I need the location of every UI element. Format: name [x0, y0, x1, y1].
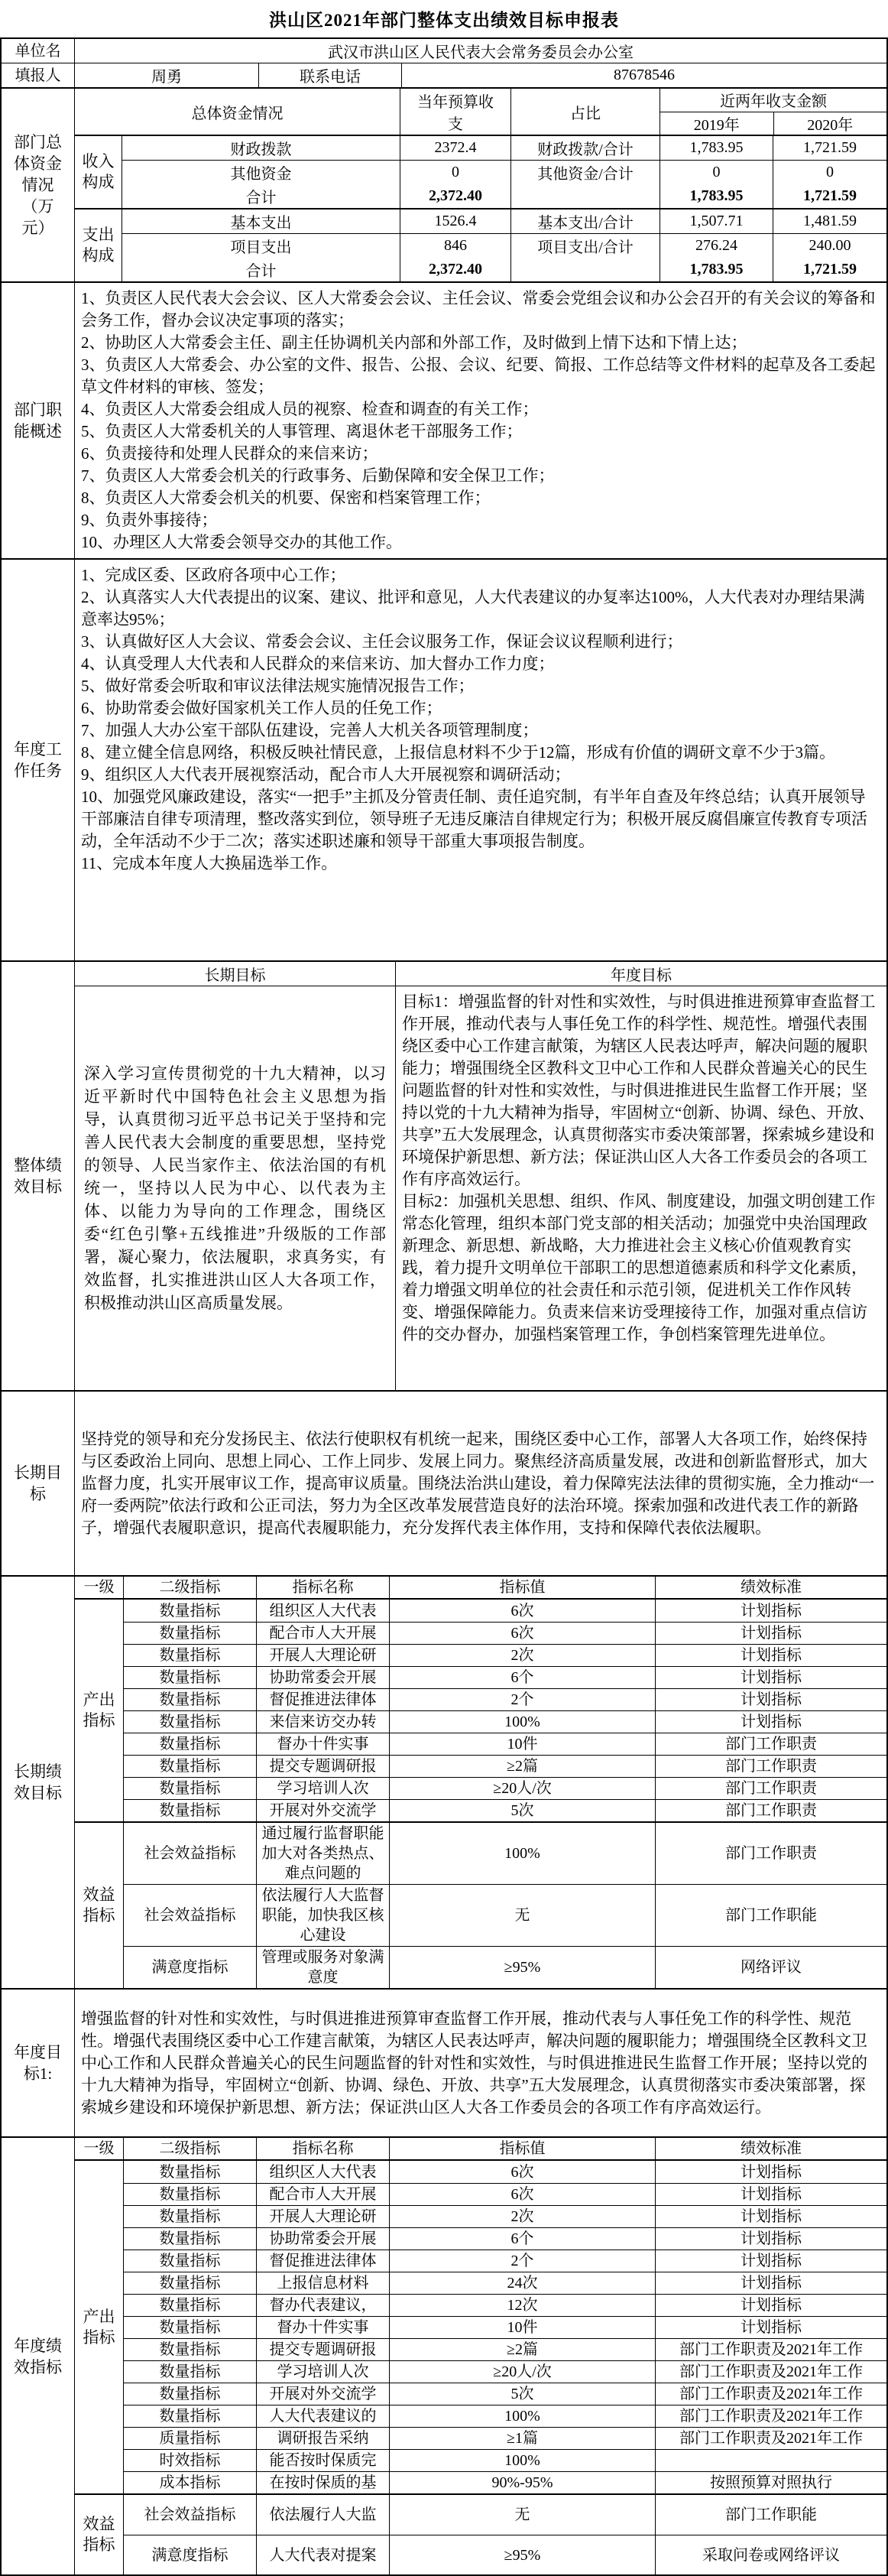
indicator-level2-cell: 数量指标: [124, 2339, 257, 2360]
funds-header-row: [75, 89, 886, 136]
standard-header: 绩效标准: [741, 2140, 802, 2157]
goals-header-row: [75, 962, 886, 986]
indicator-row: [124, 1688, 886, 1710]
income-total-row: [122, 184, 886, 208]
indicator-level2-cell: 数量指标: [124, 1623, 257, 1644]
indicator-standard-cell: 部门工作职能: [725, 2506, 817, 2523]
indicator-name-cell: 来信来访交办转: [257, 1711, 390, 1733]
annual-goal-paragraph: 目标1：增强监督的针对性和实效性，与时俱进推进预算审查监督工作开展，推动代表与人事任免工作的科学性、规范性。增强代表围绕区委中心工作建言献策，为辖区人民表达呼声，解决问题的履职能力；增强围绕全区教科文卫中心工作和人民群众普遍关心的民生问题监督的针对性和实效性，与时俱进推进民生监督工作开展；坚持以党的十九大精神为指导，牢固树立“创新、协调、绿色、开放、共享”五大发展理念，认真贯彻落实市委决策部署，探索城乡建设和环境保护新思想、新方法；保证洪山区人大各工作委员会的各项工作有序高效运行。: [402, 992, 876, 1188]
indicator-row: [124, 2227, 886, 2250]
indicator-row: [124, 1946, 886, 1988]
indicator-name-cell: 督促推进法律体: [257, 1689, 390, 1710]
indicator-value-cell: 2个: [390, 1689, 656, 1710]
indicator-name-cell: 协助常委会开展: [257, 2228, 390, 2250]
indicator-standard-cell: 部门工作职能: [725, 1907, 817, 1924]
recent-years-title: 近两年收支金额: [660, 89, 886, 112]
fund-row: [122, 233, 886, 258]
value-header: 指标值: [390, 2138, 656, 2159]
indicator-level2-cell: 数量指标: [124, 2228, 257, 2250]
reporter-label: 填报人: [2, 63, 75, 87]
indicator-row: [124, 1755, 886, 1777]
indicator-name-cell: 调研报告采纳: [257, 2428, 390, 2449]
fund-ratio-cell: 财政拨款/合计: [511, 136, 660, 160]
indicator-value-cell: ≥2篇: [390, 2339, 656, 2360]
indicator-row: [124, 2427, 886, 2449]
expense-group-label: 支出构成: [75, 210, 122, 281]
indicator-value-cell: 6个: [390, 1667, 656, 1688]
indicator-row: [124, 2449, 886, 2471]
long-term-goal-section-label: 长期目标: [2, 1392, 75, 1575]
indicator-standard-cell: 按照预算对照执行: [710, 2474, 832, 2491]
indicator-row: [124, 2250, 886, 2272]
indicator-value-cell: 6个: [390, 2228, 656, 2250]
funds-section-label: 部门总体资金情况（万元）: [2, 89, 75, 281]
fund-budget-cell: 2,372.40: [400, 258, 511, 281]
indicator-level2-cell: 时效指标: [124, 2450, 257, 2471]
task-item: 8、建立健全信息网络，积极反映社情民意，上报信息材料不少于12篇，形成有价值的调研文章不少于3篇。: [81, 743, 835, 762]
fund-2020-cell: 1,481.59: [803, 213, 857, 229]
indicator-name-cell: 学习培训人次: [257, 1778, 390, 1799]
task-item: 7、加强人大办公室干部队伍建设，完善人大机关各项管理制度；: [81, 721, 539, 739]
phone-value: 87678546: [614, 67, 675, 83]
fund-2020-cell: 1,721.59: [803, 139, 857, 156]
indicator-level2-cell: 数量指标: [124, 1778, 257, 1799]
benefit-indicators-group: [75, 2493, 886, 2574]
indicator-level2-cell: 社会效益指标: [124, 1823, 257, 1884]
task-item: 4、认真受理人大代表和人民群众的来信来访、加大督办工作力度；: [81, 655, 555, 673]
indicator-row: [124, 2183, 886, 2205]
annual-goal-paragraph: 目标2：加强机关思想、组织、作风、制度建设，加强文明创建工作常态化管理，组织本部门党支部的相关活动；加强党中央治国理政新理念、新思想、新战略，大力推进社会主义核心价值观教育实践，着力提升文明单位干部职工的思想道德素质和科学文化素质，着力增强文明单位的社会责任和示范引领，促进机关工作作风转变、增强保障能力。负责来信来访受理接待工作，加强对重点信访件的交办督办，加强档案管理工作，争创档案管理先进单位。: [402, 1192, 876, 1343]
annual-goal1-text: 增强监督的针对性和实效性，与时俱进推进预算审查监督工作开展，推动代表与人事任免工作的科学性、规范性。增强代表围绕区委中心工作建言献策，为辖区人民表达呼声，解决问题的履职能力；增强围绕全区教科文卫中心工作和人民群众普遍关心的民生问题监督的针对性和实效性，与时俱进推进民生监督工作开展；坚持以党的十九大精神为指导，牢固树立“创新、协调、绿色、开放、共享”五大发展理念，认真贯彻落实市委决策部署，探索城乡建设和环境保护新思想、新方法；保证洪山区人大各工作委员会的各项工作有序高效运行。: [81, 2009, 867, 2116]
indicator-row: [124, 1799, 886, 1821]
fund-name-cell: 合计: [122, 184, 400, 208]
indicator-level2-cell: 数量指标: [124, 1711, 257, 1733]
name-header: 指标名称: [257, 2138, 390, 2159]
indicator-standard-cell: 部门工作职责及2021年工作: [679, 2363, 863, 2380]
indicator-name-cell: 督办代表建议，: [257, 2295, 390, 2316]
indicator-name-cell: 通过履行监督职能加大对各类热点、难点问题的: [257, 1823, 390, 1884]
fund-row: [122, 136, 886, 160]
indicator-level2-cell: 数量指标: [124, 2184, 257, 2205]
reporter-row: [2, 63, 886, 89]
indicator-row: [124, 1622, 886, 1644]
long-term-indicators-section: [2, 1577, 886, 1990]
indicator-name-cell: 督办十件实事: [257, 2317, 390, 2338]
indicator-value-cell: 6次: [390, 2184, 656, 2205]
indicator-standard-cell: 计划指标: [741, 2186, 802, 2203]
indicator-row: [124, 1600, 886, 1622]
name-header: 指标名称: [257, 1577, 390, 1598]
long-term-goal-body: 坚持党的领导和充分发扬民主、依法行使职权有机统一起来，围绕区委中心工作，部署人大各项工作，始终保持与区委政治上同向、思想上同心、工作上同步、发展上同力。聚焦经济高质量发展，改进和创新监督形式，加大监督力度，扎实开展审议工作，提高审议质量。围绕法治洪山建设，着力保障宪法法律的贯彻实施，全力推动“一府一委两院”依法行政和公正司法，努力为全区改革发展营造良好的法治环境。探索加强和改进代表工作的新路子，增强代表履职意识，提高代表履职能力，充分发挥代表主体作用，支持和保障代表依法履职。: [81, 1429, 875, 1537]
phone-label: 联系电话: [259, 63, 402, 87]
function-item: 3、负责区人大常委会、办公室的文件、报告、公报、会议、纪要、简报、工作总结等文件材料的起草及各工委起草文件材料的审核、签发；: [81, 356, 876, 396]
indicator-name-cell: 提交专题调研报: [257, 1756, 390, 1777]
indicator-row: [124, 2294, 886, 2316]
indicator-name-cell: 依法履行人大监: [257, 2495, 390, 2535]
fund-row: [122, 210, 886, 233]
task-item: 9、组织区人大代表开展视察活动，配合市人大开展视察和调研活动；: [81, 765, 571, 784]
indicator-standard-cell: 采取问卷或网络评议: [702, 2546, 840, 2564]
year-2019-header: 2019年: [660, 112, 774, 135]
indicator-row: [124, 2535, 886, 2574]
indicator-value-cell: 2次: [390, 2206, 656, 2227]
fund-budget-cell: 846: [400, 234, 511, 258]
annual-tasks-section: [2, 560, 886, 962]
indicator-row: [124, 2383, 886, 2405]
expense-group: [75, 208, 886, 281]
unit-value: 武汉市洪山区人民代表大会常务委员会办公室: [328, 44, 634, 61]
function-item: 4、负责区人大常委会组成人员的视察、检查和调查的有关工作；: [81, 400, 539, 418]
indicator-level2-cell: 数量指标: [124, 1800, 257, 1821]
indicator-value-cell: ≥20人/次: [390, 2361, 656, 2383]
annual-goal-header: 年度目标: [611, 967, 672, 984]
long-term-goal-header: 长期目标: [75, 962, 396, 986]
income-group: [75, 136, 886, 208]
indicator-level2-cell: 数量指标: [124, 2295, 257, 2316]
indicator-value-cell: 2个: [390, 2250, 656, 2272]
annual-indicators-label: 年度绩效指标: [2, 2138, 75, 2574]
indicator-name-cell: 协助常委会开展: [257, 1667, 390, 1688]
function-item: 8、负责区人大常委会机关的机要、保密和档案管理工作；: [81, 489, 491, 507]
fund-2019-cell: 0: [660, 161, 773, 184]
task-item: 11、完成本年度人大换届选举工作。: [81, 854, 338, 872]
fund-2019-cell: 1,783.95: [660, 184, 773, 208]
indicator-row: [124, 2471, 886, 2493]
indicator-standard-cell: 计划指标: [741, 2208, 802, 2225]
indicator-name-cell: 开展对外交流学: [257, 1800, 390, 1821]
indicator-row: [124, 2405, 886, 2427]
output-indicators-group: [75, 1600, 886, 1821]
indicator-level2-cell: 成本指标: [124, 2472, 257, 2493]
fund-name-cell: 其他资金: [122, 161, 400, 184]
indicator-row: [124, 1644, 886, 1666]
budget-header: 当年预算收支: [400, 89, 511, 135]
indicator-level2-cell: 数量指标: [124, 2405, 257, 2427]
indicator-value-cell: ≥2篇: [390, 1756, 656, 1777]
indicator-value-cell: ≥95%: [390, 1947, 656, 1988]
indicator-value-cell: 5次: [390, 1800, 656, 1821]
indicator-standard-cell: [656, 2450, 886, 2471]
function-item: 7、负责区人大常委会机关的行政事务、后勤保障和安全保卫工作；: [81, 466, 555, 485]
fund-ratio-cell: [511, 184, 660, 208]
recent-years-header: [660, 89, 886, 135]
indicator-row: [124, 2360, 886, 2383]
indicator-name-cell: 组织区人大代表: [257, 1600, 390, 1622]
tasks-text: [75, 560, 886, 960]
output-group-label: 产出指标: [75, 2161, 124, 2493]
overall-goals-section: [2, 962, 886, 1392]
task-item: 10、加强党风廉政建设，落实“一把手”主抓及分管责任制、责任追究制，有半年自查及年终总结；认真开展领导干部廉洁自律专项清理，整改落实到位，领导班子无违反廉洁自律规定行为；积极开展反腐倡廉宣传教育专项活动，全年活动不少于二次；落实述职述廉和领导干部重大事项报告制度。: [81, 788, 867, 850]
indicator-standard-cell: 网络评议: [741, 1959, 802, 1976]
indicator-name-cell: 配合市人大开展: [257, 2184, 390, 2205]
indicator-value-cell: 6次: [390, 1600, 656, 1622]
task-item: 2、认真落实人大代表提出的议案、建议、批评和意见，人大代表建议的办复率达100%，人大代表对办理结果满意率达95%；: [81, 588, 865, 629]
output-indicators-group: [75, 2161, 886, 2493]
indicator-standard-cell: 计划指标: [741, 1602, 802, 1619]
value-header: 指标值: [390, 1577, 656, 1598]
task-item: 3、认真做好区人大会议、常委会会议、主任会议服务工作，保证会议议程顺利进行；: [81, 632, 683, 651]
indicator-level2-cell: 数量指标: [124, 2361, 257, 2383]
function-item: 9、负责外事接待；: [81, 511, 218, 529]
fund-name-cell: 合计: [122, 258, 400, 281]
task-item: 5、做好常委会听取和审议法律法规实施情况报告工作；: [81, 677, 475, 695]
indicator-level2-cell: 质量指标: [124, 2428, 257, 2449]
overall-funds-header: 总体资金情况: [75, 89, 400, 135]
annual-goal1-label: 年度目标1:: [2, 1990, 75, 2136]
indicator-row: [124, 1710, 886, 1733]
indicator-row: [124, 2205, 886, 2227]
functions-section: [2, 283, 886, 560]
fund-2019-cell: 1,783.95: [660, 136, 773, 160]
expense-total-row: [122, 258, 886, 281]
indicator-value-cell: 100%: [390, 1823, 656, 1884]
indicator-level2-cell: 数量指标: [124, 2317, 257, 2338]
indicator-level2-cell: 满意度指标: [124, 1947, 257, 1988]
indicator-level2-cell: 数量指标: [124, 1600, 257, 1622]
benefit-group-label: 效益指标: [75, 1823, 124, 1988]
indicator-standard-cell: 计划指标: [741, 2319, 802, 2336]
indicator-standard-cell: 部门工作职责及2021年工作: [679, 2386, 863, 2402]
indicator-value-cell: 无: [390, 2495, 656, 2535]
fund-ratio-cell: 其他资金/合计: [511, 161, 660, 184]
indicator-row: [124, 1666, 886, 1688]
funds-section: [2, 89, 886, 283]
indicator-value-cell: ≥95%: [390, 2535, 656, 2574]
indicator-level2-cell: 数量指标: [124, 1756, 257, 1777]
indicator-value-cell: ≥1篇: [390, 2428, 656, 2449]
year-2020-header: 2020年: [807, 116, 854, 134]
indicator-name-cell: 开展人大理论研: [257, 1645, 390, 1666]
indicator-name-cell: 开展对外交流学: [257, 2383, 390, 2405]
indicator-name-cell: 督办十件实事: [257, 1733, 390, 1755]
fund-name-cell: 基本支出: [122, 210, 400, 233]
indicator-name-cell: 提交专题调研报: [257, 2339, 390, 2360]
indicator-row: [124, 1777, 886, 1799]
indicator-value-cell: 24次: [390, 2272, 656, 2294]
indicator-level2-cell: 数量指标: [124, 1645, 257, 1666]
level1-header: 一级: [75, 2138, 124, 2159]
indicator-value-cell: 90%-95%: [390, 2472, 656, 2493]
indicator-value-cell: 6次: [390, 2161, 656, 2183]
level2-header: 二级指标: [124, 1577, 257, 1598]
function-item: 5、负责区人大常委机关的人事管理、离退休老干部服务工作；: [81, 422, 523, 440]
level1-header: 一级: [75, 1577, 124, 1598]
indicator-row: [124, 2338, 886, 2360]
indicator-value-cell: 100%: [390, 1711, 656, 1733]
annual-goals-text: [396, 986, 886, 1390]
indicator-level2-cell: 数量指标: [124, 1733, 257, 1755]
indicator-value-cell: 2次: [390, 1645, 656, 1666]
indicator-value-cell: 100%: [390, 2450, 656, 2471]
task-item: 1、完成区委、区政府各项中心工作；: [81, 566, 346, 584]
indicator-row: [124, 2495, 886, 2535]
indicator-standard-cell: 计划指标: [741, 1625, 802, 1642]
indicator-standard-cell: 部门工作职责及2021年工作: [679, 2408, 863, 2425]
indicator-name-cell: 开展人大理论研: [257, 2206, 390, 2227]
indicator-standard-cell: 计划指标: [741, 2230, 802, 2247]
indicator-standard-cell: 计划指标: [741, 1669, 802, 1686]
functions-section-label: 部门职能概述: [2, 283, 75, 558]
unit-label: 单位名: [2, 39, 75, 63]
fund-2020-cell: 240.00: [809, 237, 851, 254]
fund-budget-cell: 2,372.40: [400, 184, 511, 208]
fund-2020-cell: 1,721.59: [803, 261, 857, 278]
indicator-row: [124, 1884, 886, 1946]
function-item: 6、负责接待和处理人民群众的来信来访；: [81, 444, 378, 463]
fund-budget-cell: 0: [400, 161, 511, 184]
level2-header: 二级指标: [124, 2138, 257, 2159]
indicator-row: [124, 2316, 886, 2338]
fund-budget-cell: 1526.4: [400, 210, 511, 233]
page-title: 洪山区2021年部门整体支出绩效目标申报表: [269, 11, 619, 30]
indicator-row: [124, 1733, 886, 1755]
indicator-level2-cell: 社会效益指标: [124, 2495, 257, 2535]
output-group-label: 产出指标: [75, 1600, 124, 1821]
indicator-name-cell: 依法履行人大监督职能，加快我区核心建设: [257, 1885, 390, 1946]
fund-ratio-cell: 基本支出/合计: [511, 210, 660, 233]
indicator-name-cell: 督促推进法律体: [257, 2250, 390, 2272]
indicator-standard-cell: 计划指标: [741, 1691, 802, 1708]
indicator-name-cell: 能否按时保质完: [257, 2450, 390, 2471]
long-term-goal-section: [2, 1392, 886, 1577]
indicator-standard-cell: 部门工作职责及2021年工作: [679, 2430, 863, 2447]
indicator-level2-cell: 数量指标: [124, 1667, 257, 1688]
indicator-header-row: [75, 1577, 886, 1600]
indicator-name-cell: 学习培训人次: [257, 2361, 390, 2383]
benefit-indicators-group: [75, 1821, 886, 1988]
form-table: [0, 37, 888, 2576]
annual-goal1-section: [2, 1990, 886, 2138]
fund-ratio-cell: 项目支出/合计: [511, 234, 660, 258]
indicator-standard-cell: 计划指标: [741, 2297, 802, 2314]
function-item: 1、负责区人民代表大会会议、区人大常委会会议、主任会议、常委会党组会议和办公会召开的有关会议的筹备和会务工作，督办会议决定事项的落实；: [81, 289, 876, 330]
fund-row: [122, 160, 886, 184]
indicator-standard-cell: 部门工作职责及2021年工作: [679, 2341, 863, 2358]
fund-ratio-cell: [511, 258, 660, 281]
fund-2019-cell: 1,507.71: [660, 210, 773, 233]
indicator-level2-cell: 社会效益指标: [124, 1885, 257, 1946]
indicator-standard-cell: 计划指标: [741, 1647, 802, 1664]
indicator-standard-cell: 计划指标: [741, 1714, 802, 1730]
ratio-header: 占比: [511, 89, 660, 135]
unit-row: [2, 39, 886, 63]
benefit-group-label: 效益指标: [75, 2495, 124, 2574]
indicator-standard-cell: 部门工作职责: [725, 1845, 817, 1862]
indicator-value-cell: 100%: [390, 2405, 656, 2427]
fund-2020-cell: 0: [826, 164, 834, 180]
indicator-name-cell: 配合市人大开展: [257, 1623, 390, 1644]
indicator-name-cell: 人大代表建议的: [257, 2405, 390, 2427]
indicator-value-cell: ≥20人/次: [390, 1778, 656, 1799]
indicator-name-cell: 人大代表对提案: [257, 2535, 390, 2574]
indicator-standard-cell: 部门工作职责: [725, 1758, 817, 1775]
indicator-level2-cell: 数量指标: [124, 2272, 257, 2294]
task-item: 6、协助常委会做好国家机关工作人员的任免工作；: [81, 699, 442, 717]
indicator-header-row: [75, 2138, 886, 2161]
long-term-goal-text: 深入学习宣传贯彻党的十九大精神，以习近平新时代中国特色社会主义思想为指导，认真贯彻习近平总书记关于坚持和完善人民代表大会制度的重要思想，坚持党的领导、人民当家作主、依法治国的有机统一，坚持以人民为中心、以代表为主体、以能力为导向的工作理念，围绕区委“红色引擎+五线推进”升级版的工作部署，凝心聚力，依法履职，求真务实，有效监督，扎实推进洪山区人大各项工作，积极推动洪山区高质量发展。: [75, 986, 396, 1390]
reporter-value: 周勇: [75, 63, 259, 87]
indicator-name-cell: 在按时保质的基: [257, 2472, 390, 2493]
indicator-value-cell: 10件: [390, 2317, 656, 2338]
indicator-standard-cell: 计划指标: [741, 2163, 802, 2181]
indicator-standard-cell: 部门工作职责: [725, 1802, 817, 1819]
indicator-value-cell: 10件: [390, 1733, 656, 1755]
function-item: 2、协助区人大常委会主任、副主任协调机关内部和外部工作，及时做到上情下达和下情上达；: [81, 333, 747, 352]
indicator-name-cell: 管理或服务对象满意度: [257, 1947, 390, 1988]
fund-name-cell: 财政拨款: [122, 136, 400, 160]
functions-text: [75, 283, 886, 558]
fund-2020-cell: 1,721.59: [803, 187, 857, 204]
fund-budget-cell: 2372.4: [400, 136, 511, 160]
indicator-row: [124, 2161, 886, 2183]
indicator-row: [124, 2272, 886, 2294]
indicator-value-cell: 12次: [390, 2295, 656, 2316]
indicator-level2-cell: 数量指标: [124, 2206, 257, 2227]
indicator-level2-cell: 数量指标: [124, 1689, 257, 1710]
tasks-section-label: 年度工作任务: [2, 560, 75, 960]
indicator-standard-cell: 计划指标: [741, 2253, 802, 2269]
indicator-row: [124, 1823, 886, 1884]
overall-goals-label: 整体绩效目标: [2, 962, 75, 1390]
indicator-standard-cell: 部门工作职责: [725, 1736, 817, 1753]
standard-header: 绩效标准: [741, 1579, 802, 1596]
fund-2019-cell: 276.24: [660, 234, 773, 258]
fund-2019-cell: 1,783.95: [660, 258, 773, 281]
indicator-level2-cell: 数量指标: [124, 2383, 257, 2405]
indicator-standard-cell: 计划指标: [741, 2275, 802, 2292]
fund-name-cell: 项目支出: [122, 234, 400, 258]
long-term-indicators-label: 长期绩效目标: [2, 1577, 75, 1988]
indicator-level2-cell: 满意度指标: [124, 2535, 257, 2574]
indicator-name-cell: 上报信息材料: [257, 2272, 390, 2294]
indicator-name-cell: 组织区人大代表: [257, 2161, 390, 2183]
indicator-standard-cell: 部门工作职责: [725, 1780, 817, 1797]
indicator-value-cell: 5次: [390, 2383, 656, 2405]
indicator-value-cell: 6次: [390, 1623, 656, 1644]
function-item: 10、办理区人大常委会领导交办的其他工作。: [81, 533, 402, 551]
indicator-value-cell: 无: [390, 1885, 656, 1946]
indicator-level2-cell: 数量指标: [124, 2161, 257, 2183]
indicator-level2-cell: 数量指标: [124, 2250, 257, 2272]
income-group-label: 收入构成: [75, 136, 122, 208]
annual-indicators-section: [2, 2138, 886, 2574]
